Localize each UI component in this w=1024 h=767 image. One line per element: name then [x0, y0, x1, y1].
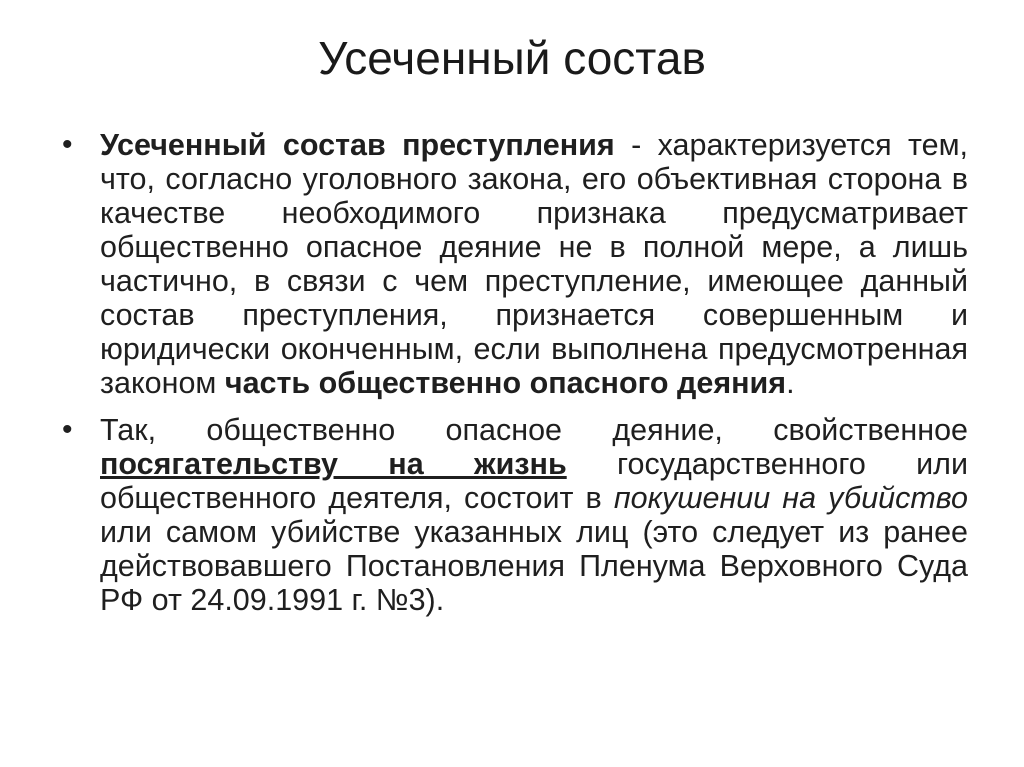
- bullet-1-end: .: [786, 366, 795, 400]
- bullet-1-text: - характеризуется тем, что, согласно уголовного закона, его объективная сторона в качестве необходимого признака предусматривает общественно опасное деяние не в полной мере, а лишь частично, в связи с чем преступление, имеющее данный состав преступления, признается совершенным и юридически оконченным, если выполнена предусмотренная законом: [100, 128, 969, 400]
- bullet-icon: •: [62, 128, 73, 161]
- bullet-list: [60, 128, 968, 630]
- bullet-2-text-end: или самом убийстве указанных лиц (это следует из ранее действовавшего Постановления Пленума Верховного Суда РФ от 24.09.1991 г. №3).: [100, 515, 968, 617]
- slide-title: Усеченный состав: [318, 32, 706, 84]
- bullet-2-text-middle: государственного или общественного деятеля, состоит в: [100, 447, 968, 515]
- term-attempted-murder: покушении на убийство: [613, 481, 968, 515]
- term-encroachment-on-life: посягательству на жизнь: [100, 447, 567, 481]
- bullet-item-2: [60, 413, 968, 617]
- term-part-of-act: часть общественно опасного деяния: [224, 366, 787, 400]
- term-truncated-composition: Усеченный состав преступления: [100, 128, 615, 162]
- bullet-2-text-start: Так, общественно опасное деяние, свойственное: [100, 413, 968, 447]
- bullet-icon: •: [62, 413, 73, 446]
- bullet-item-1: [60, 128, 968, 400]
